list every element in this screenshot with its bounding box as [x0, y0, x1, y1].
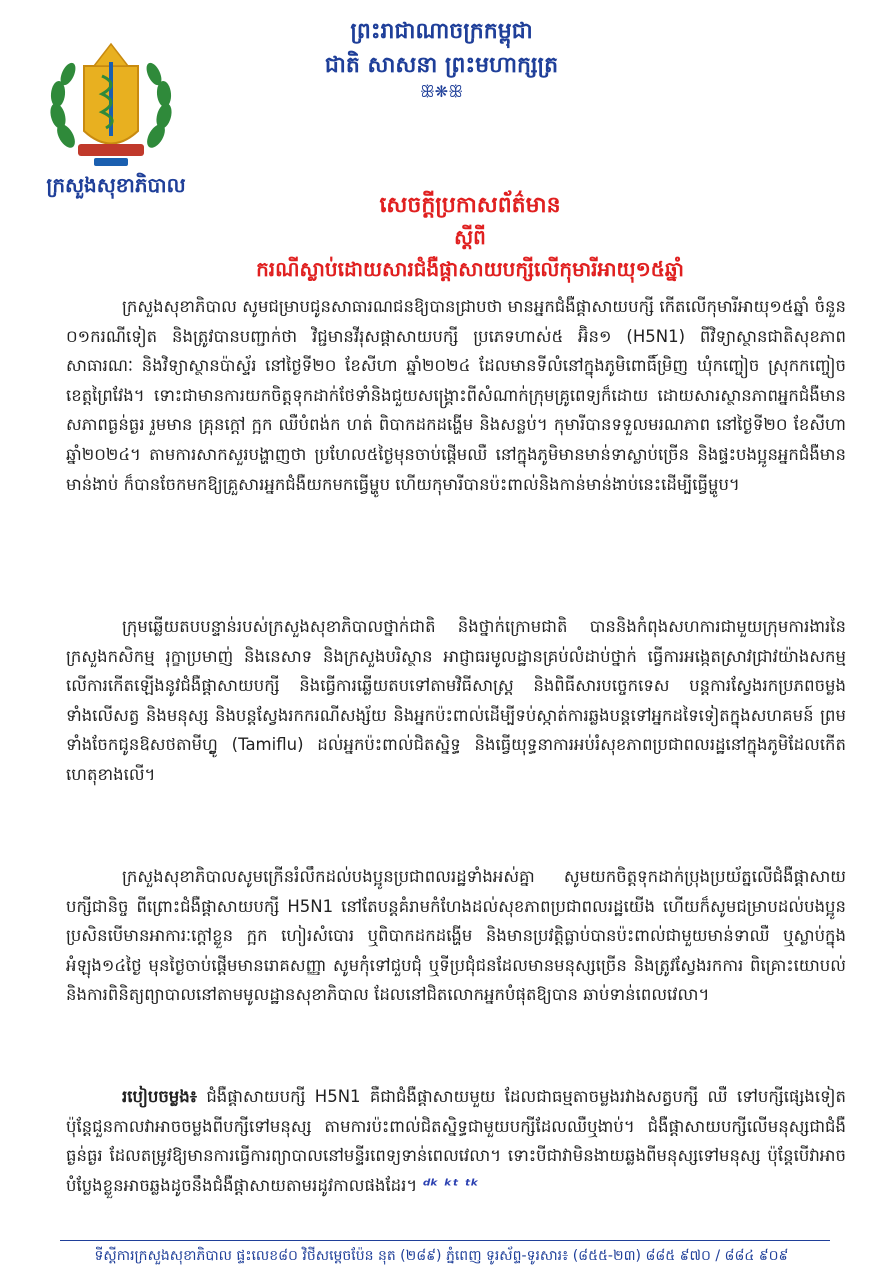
ornament-divider: ꕥ❋ꕥ — [419, 82, 464, 101]
announcement-titles — [120, 188, 820, 286]
footer-divider — [60, 1240, 830, 1241]
announcement-on: ស្តីពី — [454, 225, 486, 249]
transmission-label: របៀបចម្លង៖ — [122, 1087, 198, 1106]
nation-motto: ជាតិ សាសនា ព្រះមហាក្សត្រ — [324, 52, 559, 78]
announcement-body — [66, 292, 846, 1232]
announcement-subject: ករណីស្លាប់ដោយសារជំងឺផ្តាសាយបក្សីលើកុមារីអាយុ១៥ឆ្នាំ — [256, 257, 684, 281]
signature-initials: ᵈᵏ ᵏᵗ ᵗᵏ — [422, 1175, 479, 1195]
paragraph-transmission — [66, 1082, 846, 1232]
kingdom-title: ព្រះរាជាណាចក្រកម្ពុជា — [350, 18, 533, 44]
ministry-logo-icon — [36, 36, 186, 176]
paragraph-advice: ក្រសួងសុខាភិបាលសូមក្រើនរំលឹកដល់បងប្អូនប្រជាពលរដ្ឋទាំងអស់គ្នា សូមយកចិត្តទុកដាក់ប្រុងប្រយ័ត្នលើជំងឺផ្តាសាយបក្សីជានិច្ច ពីព្រោះជំងឺផ្តាសាយបក្សី H5N1 នៅតែបន្តគំរាមកំហែងដល់សុខភាពប្រជាពលរដ្ឋយើង ហើយក៏សូមជម្រាបដល់បងប្អូន ប្រសិនបើមានអាការៈក្តៅខ្លួន ក្អក ហៀរសំបោរ ឬពិបាកដកដង្ហើម និងមានប្រវត្តិធ្លាប់បានប៉ះពាល់ជាមួយមាន់ទាឈឺ ឬស្លាប់ក្នុងអំឡុង១៤ថ្ងៃ មុនថ្ងៃចាប់ផ្តើមមានរោគសញ្ញា សូមកុំទៅជួបជុំ ឬទីប្រជុំជនដែលមានមនុស្សច្រើន និងត្រូវស្វែងរកការ ពិគ្រោះយោបល់ និងការពិនិត្យព្យាបាលនៅតាមមូលដ្ឋានសុខាភិបាល ដែលនៅជិតលោកអ្នកបំផុតឱ្យបាន ឆាប់ទាន់ពេលវេលា។ — [66, 867, 846, 1005]
paragraph-case-report: ក្រសួងសុខាភិបាល សូមជម្រាបជូនសាធារណជនឱ្យបានជ្រាបថា មានអ្នកជំងឺផ្តាសាយបក្សី កើតលើកុមារីអាយុ១៥ឆ្នាំ ចំនួន ០១ករណីទៀត និងត្រូវបានបញ្ជាក់ថា វិជ្ជមានវីរុសផ្តាសាយបក្សី ប្រភេទហាស់៥ អ៊ិន១ (H5N1) ពីវិទ្យាស្ថានជាតិសុខភាពសាធារណៈ និងវិទ្យាស្ថានប៉ាស្ទ័រ នៅថ្ងៃទី២០ ខែសីហា ឆ្នាំ២០២៤ ដែលមានទីលំនៅក្នុងភូមិពោធិ៍ម្រិញ ឃុំកញ្ចៀច ស្រុកកញ្ចៀច ខេត្តព្រៃវែង។ ទោះជាមានការយកចិត្តទុកដាក់ថែទាំនិងជួយសង្គ្រោះពីសំណាក់ក្រុមគ្រូពេទ្យក៏ដោយ ដោយសារស្ថានភាពអ្នកជំងឺមានសភាពធ្ងន់ធ្ងរ រួមមាន គ្រុនក្តៅ ក្អក ឈឺបំពង់ក ហត់ ពិបាកដកដង្ហើម និងសន្លប់។ កុមារីបានទទួលមរណភាព នៅថ្ងៃទី២០ ខែសីហា ឆ្នាំ២០២៤។ តាមការសាកសួរបង្ហាញថា ប្រហែល៥ថ្ងៃមុនចាប់ផ្តើមឈឺ នៅក្នុងភូមិមានមាន់ទាស្លាប់ច្រើន និងផ្ទះបងប្អូនអ្នកជំងឺមានមាន់ងាប់ ក៏បានចែកមកឱ្យគ្រួសារអ្នកជំងឺយកមកធ្វើម្ហូប ហើយកុមារីបានប៉ះពាល់និងកាន់មាន់ងាប់នេះដើម្បីធ្វើម្ហូប។ — [66, 297, 846, 494]
transmission-text: ជំងឺផ្តាសាយបក្សី H5N1 គឺជាជំងឺផ្តាសាយមួយ ដែលជាធម្មតាចម្លងរវាងសត្វបក្សី ឈឺ ទៅបក្សីផ្សេងទៀត ប៉ុន្តែជួនកាលវាអាចចម្លងពីបក្សីទៅមនុស្ស តាមការប៉ះពាល់ជិតស្និទ្ធជាមួយបក្សីដែលឈឺឬងាប់។ ជំងឺផ្តាសាយបក្សីលើមនុស្សជាជំងឺធ្ងន់ធ្ងរ ដែលតម្រូវឱ្យមានការធ្វើការព្យាបាលនៅមន្ទីរពេទ្យទាន់ពេលវេលា។ ទោះបីជាវាមិនងាយឆ្លងពីមនុស្សទៅមនុស្ស ប៉ុន្តែបើវាអាចបំប្លែងខ្លួនអាចឆ្លងដូចនឹងជំងឺផ្តាសាយតាមរដូវកាលផងដែរ។ — [66, 1087, 846, 1195]
announcement-title: សេចក្តីប្រកាសព័ត៌មាន — [379, 192, 561, 218]
footer-address: ទីស្តីការក្រសួងសុខាភិបាល ផ្ទះលេខ៨០ វិថីសម្តេចប៉ែន នុត (២៨៩) ភ្នំពេញ ទូរស័ព្ទ-ទូរសារ៖ (៨៥៥-២៣) ៨៨៥ ៩៧០ / ៨៨៤ ៩០៩ — [94, 1248, 789, 1264]
paragraph-response: ក្រុមឆ្លើយតបបន្ទាន់របស់ក្រសួងសុខាភិបាលថ្នាក់ជាតិ និងថ្នាក់ក្រោមជាតិ បាននិងកំពុងសហការជាមួយក្រុមការងារនៃក្រសួងកសិកម្ម រុក្ខាប្រមាញ់ និងនេសាទ និងក្រសួងបរិស្ថាន អាជ្ញាធរមូលដ្ឋានគ្រប់លំដាប់ថ្នាក់ ធ្វើការអង្កេតស្រាវជ្រាវយ៉ាងសកម្មលើការកើតឡើងនូវជំងឺផ្តាសាយបក្សី និងធ្វើការឆ្លើយតបទៅតាមវិធីសាស្ត្រ និងពិធីសារបច្ចេកទេស បន្តការស្វែងរកប្រភពចម្លង ទាំងលើសត្វ និងមនុស្ស និងបន្តស្វែងរកករណីសង្ស័យ និងអ្នកប៉ះពាល់ដើម្បីទប់ស្កាត់ការឆ្លងបន្តទៅអ្នកដទៃទៀតក្នុងសហគមន៍ ព្រមទាំងចែកជូនឱសថតាមីហ្វ្លូ (Tamiflu) ដល់អ្នកប៉ះពាល់ជិតស្និទ្ធ និងធ្វើយុទ្ធនាការអប់រំសុខភាពប្រជាពលរដ្ឋនៅក្នុងភូមិដែលកើតហេតុខាងលើ។ — [66, 617, 846, 784]
ministry-name: ក្រសួងសុខាភិបាល — [46, 173, 186, 197]
